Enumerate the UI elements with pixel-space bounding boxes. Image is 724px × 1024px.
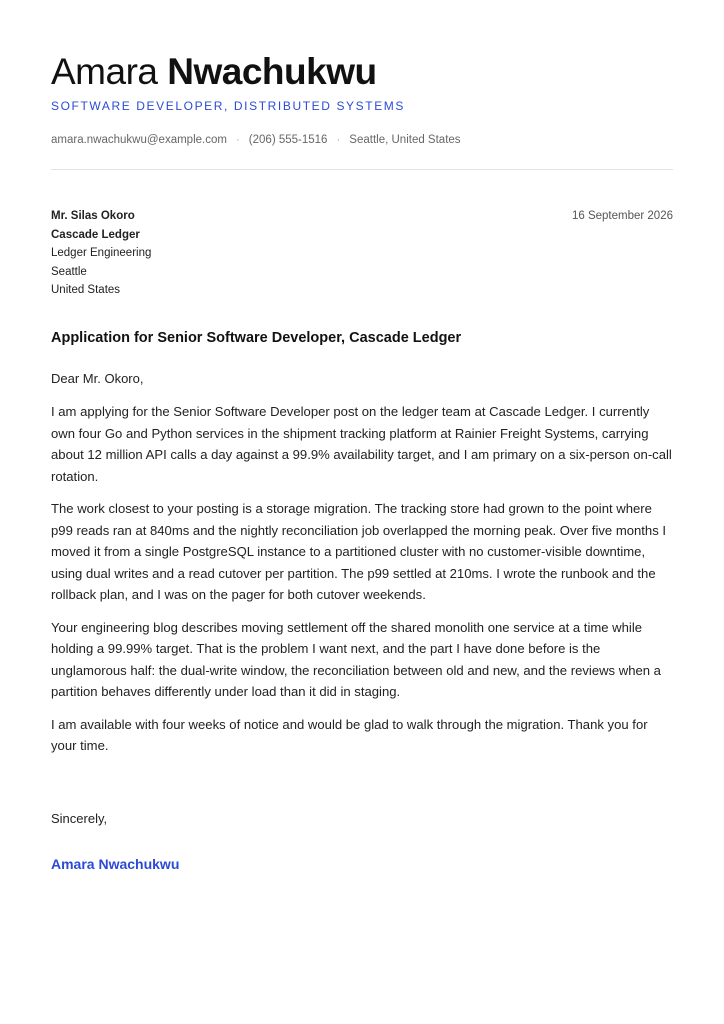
contact-email: amara.nwachukwu@example.com bbox=[51, 134, 227, 146]
letter-signature: Amara Nwachukwu bbox=[51, 856, 180, 872]
body-paragraph: Your engineering blog describes moving settlement off the shared monolith one service at a time while holding a 99.99% target. That is the problem I want next, and the part I have done before is the unglamorous half: the dual-write window, the reconciliation between old and new, and the reviews when a partition behaves differently under load than it did in staging. bbox=[51, 619, 661, 699]
recipient-company: Cascade Ledger bbox=[51, 228, 140, 241]
recipient-city: Seattle bbox=[51, 265, 87, 278]
recipient-department: Ledger Engineering bbox=[51, 247, 152, 259]
contact-location: Seattle, United States bbox=[349, 134, 461, 146]
applicant-last-name: Nwachukwu bbox=[167, 51, 377, 92]
letter-salutation: Dear Mr. Okoro, bbox=[51, 371, 144, 386]
applicant-name bbox=[51, 50, 377, 94]
body-paragraph: I am applying for the Senior Software Developer post on the ledger team at Cascade Ledger. I currently own four Go and Python services in the shipment tracking platform at Rainier Freight Systems, carrying about 12 million API calls a day against a 99.9% availability target, and I am primary on a six-person on-call rotation. bbox=[51, 404, 672, 484]
body-paragraph: I am available with four weeks of notice and would be glad to walk through the migration. Thank you for your time. bbox=[51, 716, 648, 753]
header-divider bbox=[51, 169, 673, 170]
applicant-role: SOFTWARE DEVELOPER, DISTRIBUTED SYSTEMS bbox=[51, 99, 405, 113]
applicant-first-name: Amara bbox=[51, 51, 158, 92]
letter-subject: Application for Senior Software Developer, Cascade Ledger bbox=[51, 330, 462, 346]
contact-separator: · bbox=[235, 134, 240, 146]
recipient-country: United States bbox=[51, 284, 121, 296]
recipient-block bbox=[51, 207, 151, 300]
letter-closing: Sincerely, bbox=[51, 811, 108, 826]
body-paragraph: The work closest to your posting is a storage migration. The tracking store had grown to the point where p99 reads ran at 840ms and the nightly reconciliation job overlapped the morning peak. Over five months I moved it from a single PostgreSQL instance to a partitioned cluster with no customer-visible downtime, using dual writes and a read cutover per partition. The p99 settled at 210ms. I wrote the runbook and the rollback plan, and I was on the pager for both cutover weekends. bbox=[51, 501, 667, 602]
letter-date: 16 September 2026 bbox=[571, 210, 673, 222]
contact-separator: · bbox=[336, 134, 341, 146]
letter-body bbox=[51, 401, 676, 768]
contact-phone: (206) 555-1516 bbox=[248, 134, 328, 146]
recipient-name: Mr. Silas Okoro bbox=[51, 210, 135, 222]
contact-line bbox=[51, 134, 461, 146]
